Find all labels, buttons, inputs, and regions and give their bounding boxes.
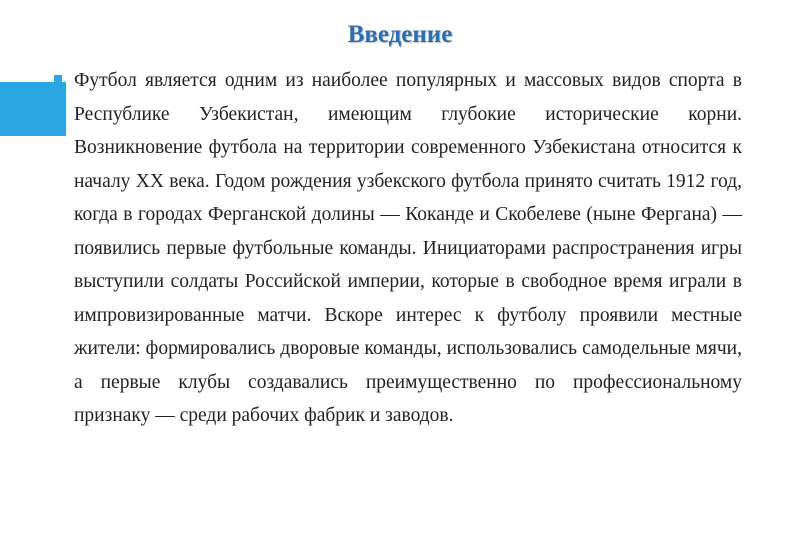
- slide-title: Введение: [347, 21, 453, 48]
- intro-paragraph: Футбол является одним из наиболее популярных и массовых видов спорта в Республике Узбекистан, имеющим глубокие исторические корни. Возникновение футбола на территории современного Узбекистана относится к началу XX века. Годом рождения узбекского футбола принято считать 1912 год, когда в городах Ферганской долины — Коканде и Скобелеве (ныне Фергана) — появились первые футбольные команды. Инициаторами распространения игры выступили солдаты Российской империи, которые в свободное время играли в импровизированные матчи. Вскоре интерес к футболу проявили местные жители: формировались дворовые команды, использовались самодельные мячи, а первые клубы создавались преимущественно по профессиональному признаку — среди рабочих фабрик и заводов.: [74, 70, 742, 426]
- accent-bar: [0, 82, 66, 136]
- bullet-marker: [54, 75, 62, 83]
